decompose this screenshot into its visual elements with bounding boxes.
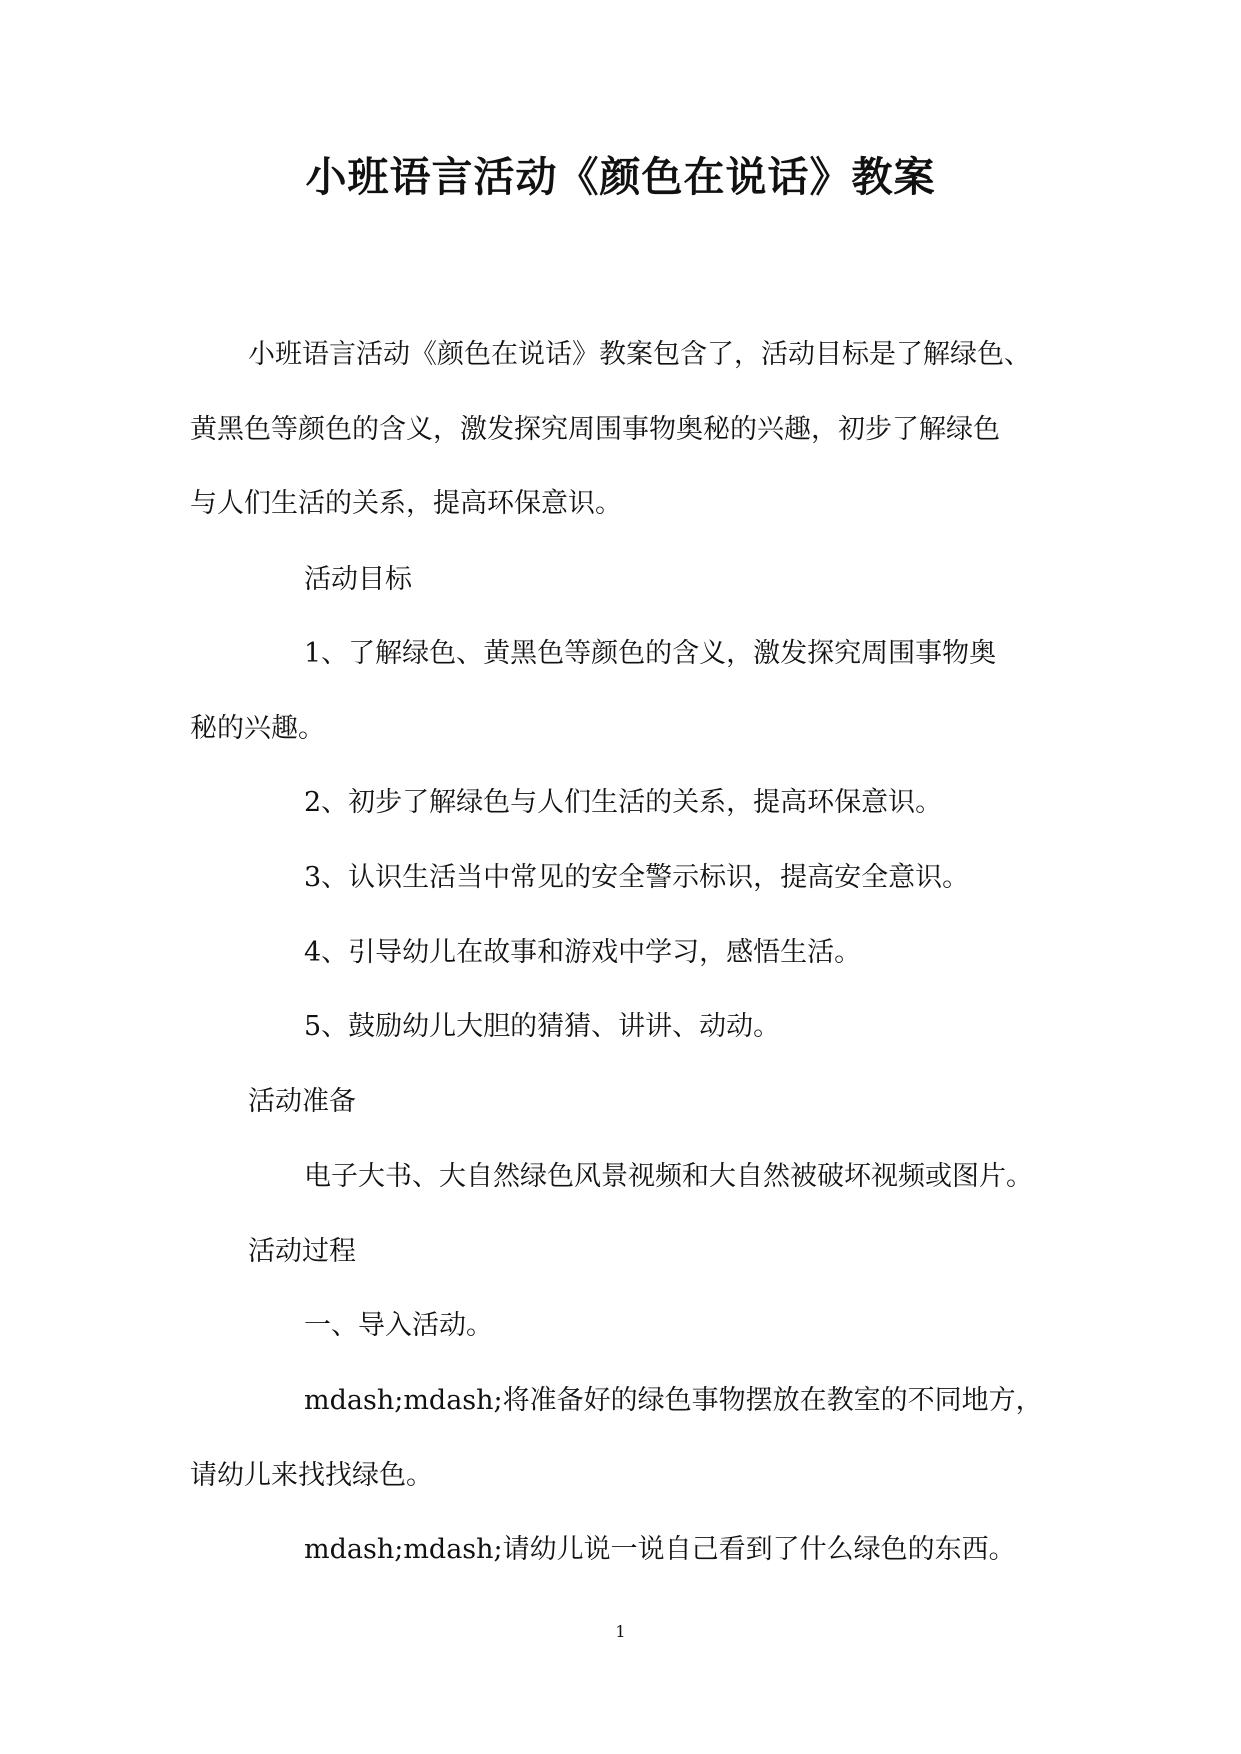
process-heading: 活动过程 (248, 1236, 356, 1267)
goal-1-line-2: 秘的兴趣。 (190, 713, 325, 744)
process-step-1: 一、导入活动。 (304, 1310, 493, 1341)
goals-heading: 活动目标 (304, 564, 412, 595)
goal-2: 2、初步了解绿色与人们生活的关系，提高环保意识。 (304, 787, 943, 818)
goal-5: 5、鼓励幼儿大胆的猜猜、讲讲、动动。 (304, 1011, 781, 1042)
intro-line-2: 黄黑色等颜色的含义，激发探究周围事物奥秘的兴趣，初步了解绿色 (190, 414, 1000, 445)
process-line-2: mdash;mdash;将准备好的绿色事物摆放在教室的不同地方， (304, 1385, 1043, 1416)
document-title: 小班语言活动《颜色在说话》教案 (305, 153, 936, 201)
preparation-text: 电子大书、大自然绿色风景视频和大自然被破坏视频或图片。 (304, 1161, 1033, 1192)
process-line-4: mdash;mdash;请幼儿说一说自己看到了什么绿色的东西。 (304, 1534, 1016, 1565)
goal-3: 3、认识生活当中常见的安全警示标识，提高安全意识。 (304, 862, 970, 893)
goal-4: 4、引导幼儿在故事和游戏中学习，感悟生活。 (304, 937, 862, 968)
goal-1-line-1: 1、了解绿色、黄黑色等颜色的含义，激发探究周围事物奥 (304, 638, 997, 669)
intro-line-3: 与人们生活的关系，提高环保意识。 (190, 488, 622, 519)
page-number: 1 (615, 1622, 626, 1641)
intro-line-1: 小班语言活动《颜色在说话》教案包含了，活动目标是了解绿色、 (248, 339, 1031, 370)
preparation-heading: 活动准备 (248, 1086, 356, 1117)
process-line-3: 请幼儿来找找绿色。 (190, 1460, 433, 1491)
